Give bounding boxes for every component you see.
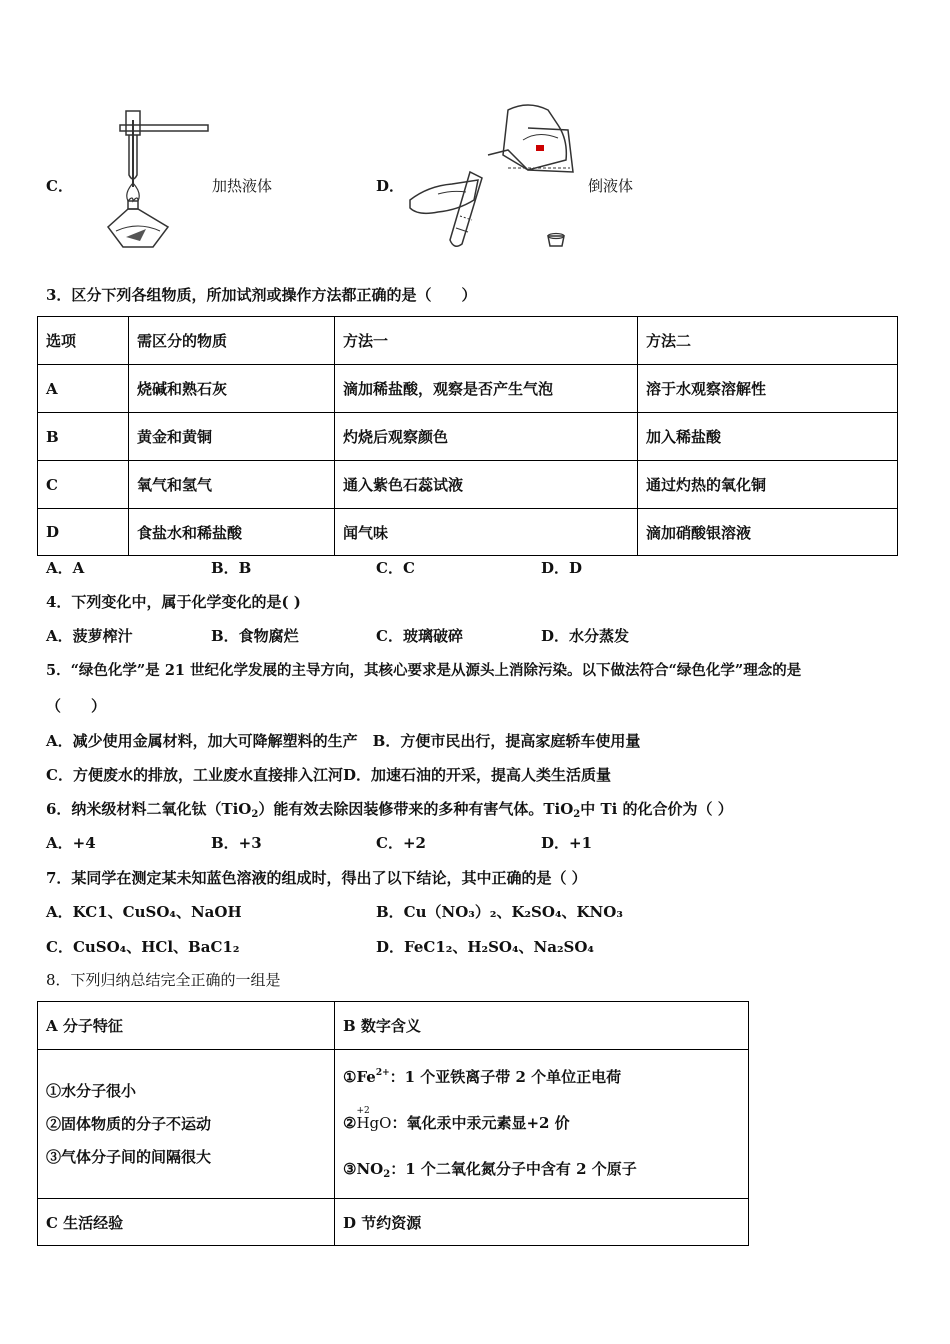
q6-subscript: 2	[251, 809, 259, 820]
q3-cell: 黄金和黄铜	[129, 413, 335, 461]
table-row	[38, 461, 898, 509]
q6-subscript: 2	[573, 809, 581, 820]
option-d-label: D．	[376, 177, 405, 195]
q4-option-d: D．水分蒸发	[541, 627, 630, 645]
q3-cell: 滴加硝酸银溶液	[638, 509, 898, 556]
q3-cell: 烧碱和熟石灰	[129, 365, 335, 413]
q8-stem: 8．下列归纳总结完全正确的一组是	[46, 971, 281, 989]
q5-paren: （ ）	[46, 697, 107, 715]
q3-option-b: B．B	[211, 559, 252, 577]
q8-head-b: B 数字含义	[335, 1002, 749, 1050]
heating-liquid-caption: 加热液体	[212, 177, 273, 195]
q3-table	[37, 316, 898, 556]
q3-cell: 灼烧后观察颜色	[335, 413, 638, 461]
list-item	[343, 1100, 740, 1146]
list-item	[343, 1146, 740, 1198]
q6-option-b: B．+3	[211, 834, 262, 852]
q3-cell: 氧气和氢气	[129, 461, 335, 509]
b2-text: ：氧化汞中汞元素显+2 价	[391, 1114, 570, 1132]
b2-formula-text: HgO	[356, 1114, 392, 1132]
list-item: ①水分子很小	[46, 1081, 137, 1100]
q8-head-a: A 分子特征	[38, 1002, 335, 1050]
q3-cell: 溶于水观察溶解性	[638, 365, 898, 413]
list-item: ②固体物质的分子不运动	[46, 1114, 212, 1133]
b2-valence: +2	[356, 1106, 370, 1116]
option-c-label: C．	[46, 177, 73, 195]
q3-option-a: A．A	[46, 559, 85, 577]
q3-option-d: D．D	[541, 559, 583, 577]
q5-stem: 5．“绿色化学”是 21 世纪化学发展的主导方向，其核心要求是从源头上消除污染。以下做法符合“绿色化学”理念的是	[46, 662, 802, 679]
table-row	[38, 509, 898, 556]
q8-cell-a	[38, 1050, 335, 1199]
q3-cell: 通入紫色石蕊试液	[335, 461, 638, 509]
q6-stem-part: 中 Ti 的化合价为（ ）	[580, 800, 733, 818]
q7-option-b: B．Cu（NO₃）₂、K₂SO₄、KNO₃	[376, 903, 623, 921]
q5-options-cd: C．方便废水的排放，工业废水直接排入江河D．加速石油的开采，提高人类生活质量	[46, 766, 611, 784]
q3-header-cell: 需区分的物质	[129, 317, 335, 365]
b2-formula	[356, 1100, 391, 1146]
q6-option-d: D．+1	[541, 834, 593, 852]
q7-stem: 7．某同学在测定某未知蓝色溶液的组成时，得出了以下结论，其中正确的是（ ）	[46, 869, 587, 887]
q3-option-c: C．C	[376, 559, 415, 577]
q3-cell: 加入稀盐酸	[638, 413, 898, 461]
q3-header-cell: 方法一	[335, 317, 638, 365]
table-row	[38, 1199, 749, 1246]
q6-option-a: A．+4	[46, 834, 96, 852]
q3-cell: 滴加稀盐酸，观察是否产生气泡	[335, 365, 638, 413]
pouring-liquid-figure	[408, 100, 580, 252]
q3-cell: 通过灼热的氧化铜	[638, 461, 898, 509]
q8-table	[37, 1001, 749, 1246]
q8-head-c: C 生活经验	[38, 1199, 335, 1246]
q3-cell: 食盐水和稀盐酸	[129, 509, 335, 556]
q6-stem	[46, 799, 733, 825]
list-item: ③气体分子间的间隔很大	[46, 1147, 212, 1166]
q4-option-c: C．玻璃破碎	[376, 627, 463, 645]
table-row	[38, 365, 898, 413]
b1-superscript: 2+	[375, 1068, 390, 1078]
q6-option-c: C．+2	[376, 834, 426, 852]
q7-option-c: C．CuSO₄、HCl、BaC1₂	[46, 938, 240, 956]
q7-option-d: D．FeC1₂、H₂SO₄、Na₂SO₄	[376, 938, 595, 956]
table-row	[38, 413, 898, 461]
b3-text: ：1 个二氧化氮分子中含有 2 个原子	[390, 1160, 637, 1178]
q5-options-ab: A．减少使用金属材料，加大可降解塑料的生产 B．方便市民出行，提高家庭轿车使用量	[46, 732, 641, 750]
q6-stem-part: 6．纳米级材料二氧化钛（TiO	[46, 800, 252, 818]
q3-stem: 3．区分下列各组物质，所加试剂或操作方法都正确的是（ ）	[46, 286, 477, 304]
q3-cell: B	[38, 413, 129, 461]
q3-cell: A	[38, 365, 129, 413]
q8-cell-b	[335, 1050, 749, 1199]
q3-header-cell: 选项	[38, 317, 129, 365]
heating-liquid-figure	[98, 105, 210, 253]
b1-prefix: ①Fe	[343, 1068, 376, 1086]
table-row	[38, 1002, 749, 1050]
table-row	[38, 317, 898, 365]
q6-stem-part: ）能有效去除因装修带来的多种有害气体。TiO	[258, 800, 574, 818]
pouring-liquid-caption: 倒液体	[588, 177, 634, 195]
b3-subscript: 2	[383, 1169, 391, 1180]
q4-stem: 4．下列变化中，属于化学变化的是( )	[46, 593, 301, 611]
q3-cell: 闻气味	[335, 509, 638, 556]
b1-text: ：1 个亚铁离子带 2 个单位正电荷	[389, 1068, 622, 1086]
q8-head-d: D 节约资源	[335, 1199, 749, 1246]
table-row	[38, 1050, 749, 1199]
b3-prefix: ③NO	[343, 1160, 384, 1178]
q4-option-a: A．菠萝榨汁	[46, 627, 133, 645]
b2-prefix: ②	[343, 1114, 357, 1132]
q4-option-b: B．食物腐烂	[211, 627, 299, 645]
list-item	[343, 1050, 740, 1100]
q7-option-a: A．KC1、CuSO₄、NaOH	[46, 903, 242, 921]
q3-cell: D	[38, 509, 129, 556]
q3-header-cell: 方法二	[638, 317, 898, 365]
q3-cell: C	[38, 461, 129, 509]
